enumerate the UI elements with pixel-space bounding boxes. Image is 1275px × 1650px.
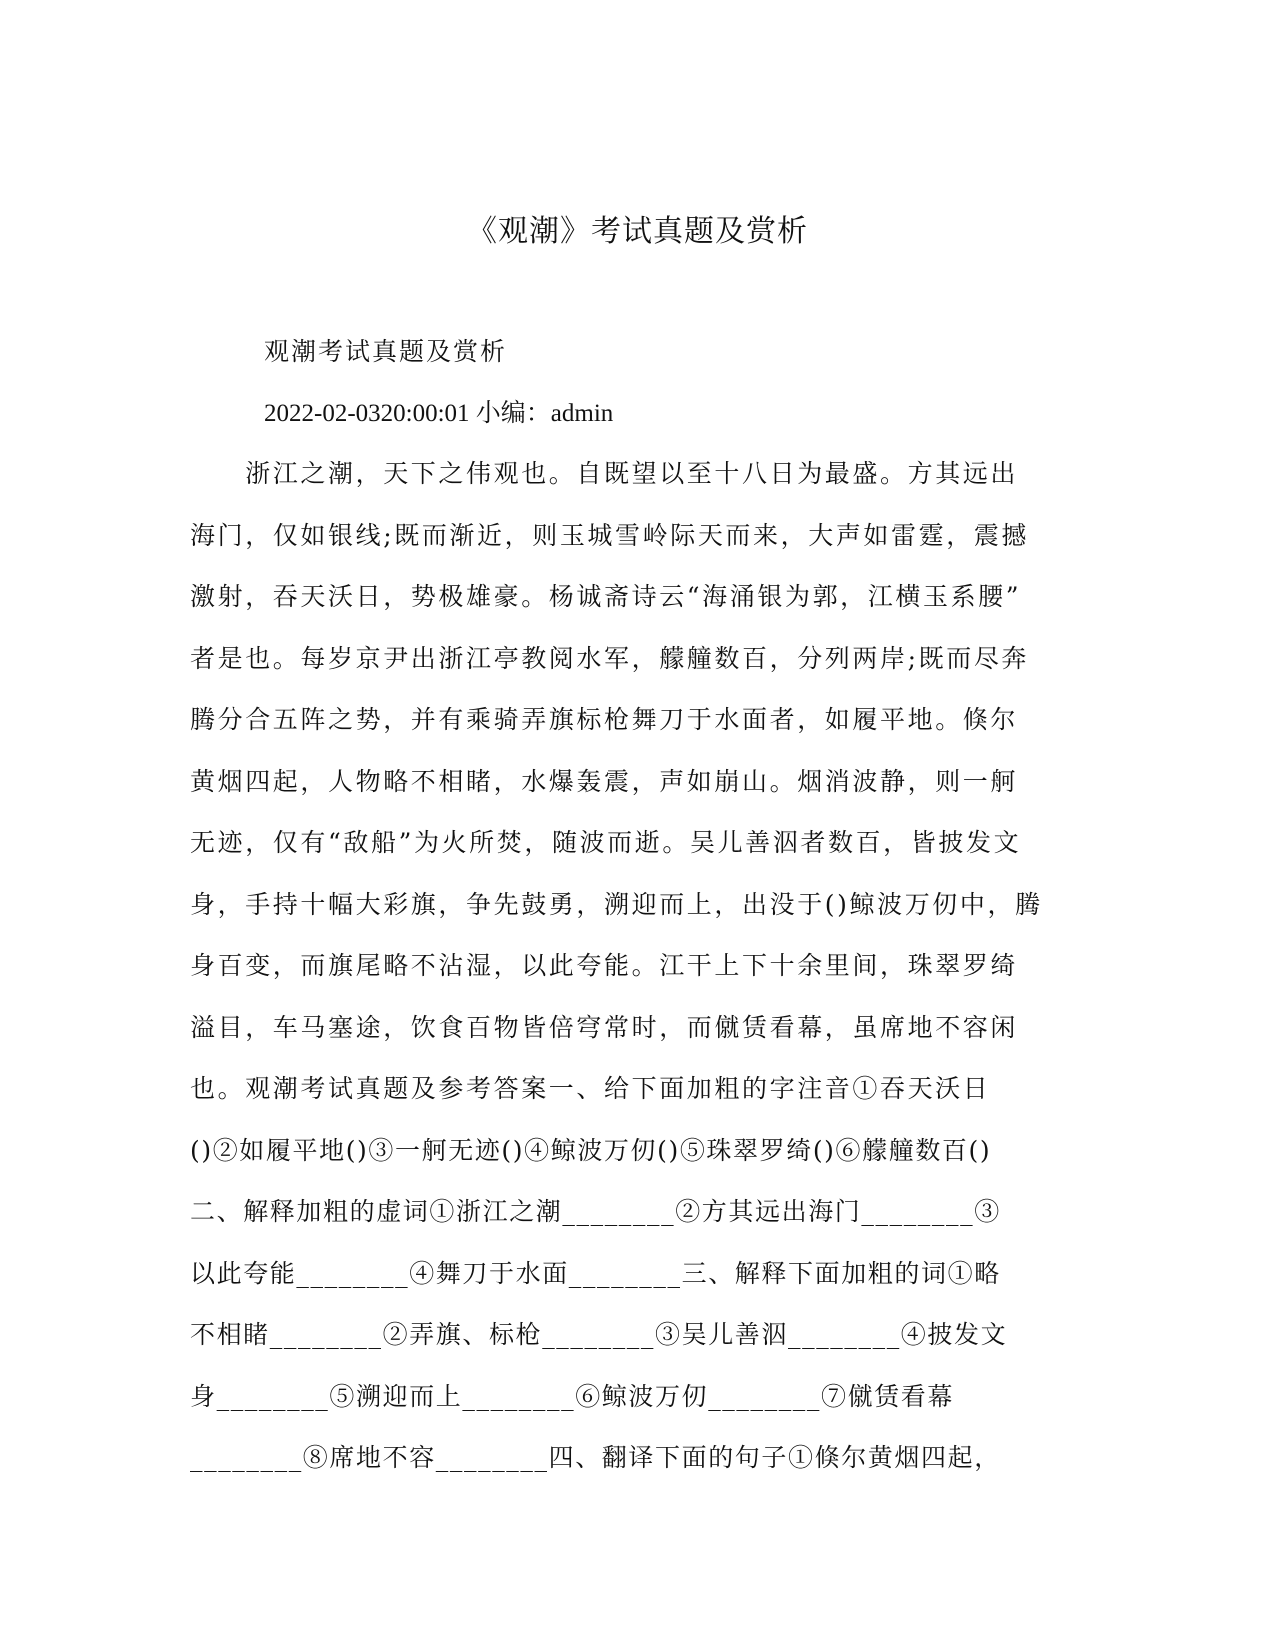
body-line: 无迹，仅有“敌船”为火所焚，随波而逝。吴儿善泅者数百，皆披发文 — [190, 828, 1022, 857]
body-line: 海门，仅如银线;既而渐近，则玉城雪岭际天而来，大声如雷霆，震撼 — [190, 520, 1030, 550]
body-line: ________⑧席地不容________四、翻译下面的句子①倏尔黄烟四起， — [190, 1443, 1001, 1472]
body-line: 以此夸能________④舞刀于水面________三、解释下面加粗的词①略 — [190, 1258, 1001, 1288]
body-line: 腾分合五阵之势，并有乘骑弄旗标枪舞刀于水面者，如履平地。倏尔 — [190, 705, 1019, 734]
document-meta: 2022-02-0320:00:01 小编：admin — [264, 400, 614, 427]
body-line: 黄烟四起，人物略不相睹，水爆轰震，声如崩山。烟消波静，则一舸 — [190, 766, 1019, 796]
body-line: 身百变，而旗尾略不沾湿，以此夸能。江干上下十余里间，珠翠罗绮 — [190, 951, 1019, 980]
body-line: ()②如履平地()③一舸无迹()④鲸波万仞()⑤珠翠罗绮()⑥艨艟数百() — [190, 1135, 992, 1165]
body-line: 二、解释加粗的虚词①浙江之潮________②方其远出海门________③ — [190, 1197, 1001, 1226]
body-line: 溢目，车马塞途，饮食百物皆倍穹常时，而僦赁看幕，虽席地不容闲 — [190, 1012, 1019, 1042]
body-line: 不相睹________②弄旗、标枪________③吴儿善泅________④披发文 — [190, 1320, 1008, 1349]
body-line: 浙江之潮，天下之伟观也。自既望以至十八日为最盛。方其远出 — [190, 459, 1019, 488]
body-line: 身________⑤溯迎而上________⑥鲸波万仞________⑦僦赁看幕 — [190, 1381, 955, 1411]
body-line: 也。观潮考试真题及参考答案一、给下面加粗的字注音①吞天沃日 — [190, 1074, 991, 1103]
body-line: 身，手持十幅大彩旗，争先鼓勇，溯迎而上，出没于()鲸波万仞中，腾 — [190, 889, 1043, 919]
document-body — [190, 456, 1085, 1502]
body-line: 激射，吞天沃日，势极雄豪。杨诚斋诗云“海涌银为郭，江横玉系腰” — [190, 582, 1022, 611]
document-title: 《观潮》考试真题及赏析 — [467, 214, 808, 249]
body-line: 者是也。每岁京尹出浙江亭教阅水军，艨艟数百，分列两岸;既而尽奔 — [190, 643, 1030, 673]
document-subtitle: 观潮考试真题及赏析 — [264, 337, 508, 366]
